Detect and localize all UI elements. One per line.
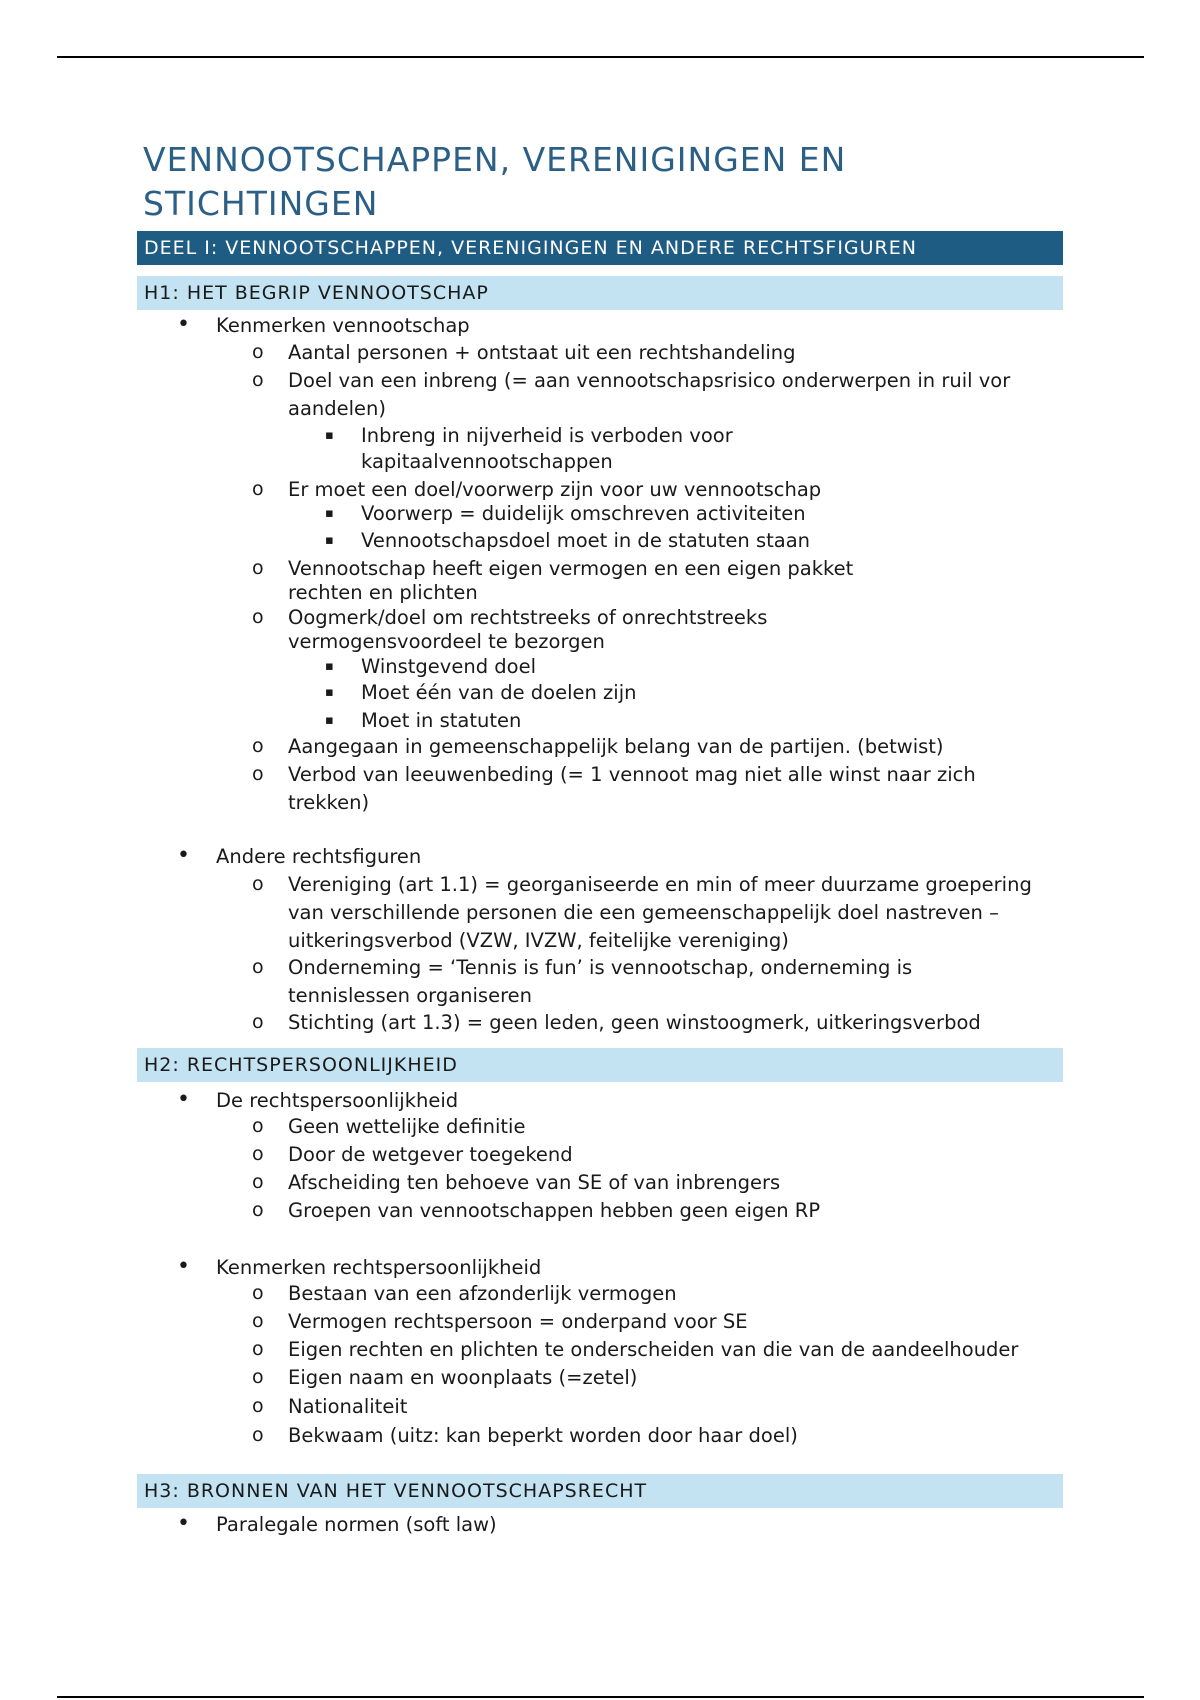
circle-marker: o bbox=[252, 763, 264, 785]
circle-marker: o bbox=[252, 606, 264, 628]
list-item: Er moet een doel/voorwerp zijn voor uw vennootschap bbox=[288, 478, 822, 501]
circle-marker: o bbox=[252, 1282, 264, 1304]
list-item: Inbreng in nijverheid is verboden voor bbox=[361, 424, 733, 447]
list-item: Aantal personen + ontstaat uit een rechtshandeling bbox=[288, 341, 796, 364]
list-item: Bestaan van een afzonderlijk vermogen bbox=[288, 1282, 677, 1305]
circle-marker: o bbox=[252, 1366, 264, 1388]
list-item: Vereniging (art 1.1) = georganiseerde en min of meer duurzame groepering bbox=[288, 873, 1032, 896]
list-item: Kenmerken vennootschap bbox=[216, 314, 470, 337]
list-item: Vennootschapsdoel moet in de statuten staan bbox=[361, 529, 811, 552]
h2-heading: H2: RECHTSPERSOONLIJKHEID bbox=[137, 1048, 1063, 1082]
circle-marker: o bbox=[252, 369, 264, 391]
list-item: Doel van een inbreng (= aan vennootschapsrisico onderwerpen in ruil vor bbox=[288, 369, 1011, 392]
list-item-cont: van verschillende personen die een gemeenschappelijk doel nastreven – bbox=[288, 901, 999, 924]
list-item: Verbod van leeuwenbeding (= 1 vennoot mag niet alle winst naar zich bbox=[288, 763, 976, 786]
list-item: Eigen rechten en plichten te onderscheiden van die van de aandeelhouder bbox=[288, 1338, 1019, 1361]
circle-marker: o bbox=[252, 478, 264, 500]
list-item: Oogmerk/doel om rechtstreeks of onrechtstreeks bbox=[288, 606, 768, 629]
circle-marker: o bbox=[252, 1199, 264, 1221]
circle-marker: o bbox=[252, 1424, 264, 1446]
bullet-marker: • bbox=[177, 312, 190, 337]
list-item: Aangegaan in gemeenschappelijk belang van de partijen. (betwist) bbox=[288, 735, 944, 758]
list-item: Eigen naam en woonplaats (=zetel) bbox=[288, 1366, 638, 1389]
list-item-cont: kapitaalvennootschappen bbox=[361, 450, 613, 473]
circle-marker: o bbox=[252, 1143, 264, 1165]
list-item-cont: trekken) bbox=[288, 791, 370, 814]
circle-marker: o bbox=[252, 1395, 264, 1417]
list-item: Winstgevend doel bbox=[361, 655, 537, 678]
list-item: Stichting (art 1.3) = geen leden, geen winstoogmerk, uitkeringsverbod bbox=[288, 1011, 981, 1034]
list-item: Vennootschap heeft eigen vermogen en een eigen pakket bbox=[288, 557, 854, 580]
square-marker: ▪ bbox=[325, 685, 334, 700]
square-marker: ▪ bbox=[325, 506, 334, 521]
circle-marker: o bbox=[252, 1011, 264, 1033]
list-item: Groepen van vennootschappen hebben geen eigen RP bbox=[288, 1199, 821, 1222]
list-item: Door de wetgever toegekend bbox=[288, 1143, 573, 1166]
list-item: Afscheiding ten behoeve van SE of van inbrengers bbox=[288, 1171, 781, 1194]
bullet-marker: • bbox=[177, 843, 190, 868]
circle-marker: o bbox=[252, 735, 264, 757]
list-item: Moet in statuten bbox=[361, 709, 522, 732]
h1-heading: H1: HET BEGRIP VENNOOTSCHAP bbox=[137, 276, 1063, 310]
list-item-cont: aandelen) bbox=[288, 397, 387, 420]
circle-marker: o bbox=[252, 956, 264, 978]
h3-heading: H3: BRONNEN VAN HET VENNOOTSCHAPSRECHT bbox=[137, 1474, 1063, 1508]
bullet-marker: • bbox=[177, 1254, 190, 1279]
circle-marker: o bbox=[252, 1115, 264, 1137]
list-item: Nationaliteit bbox=[288, 1395, 408, 1418]
list-item-cont: rechten en plichten bbox=[288, 581, 478, 604]
list-item-cont: vermogensvoordeel te bezorgen bbox=[288, 630, 605, 653]
deel-heading: DEEL I: VENNOOTSCHAPPEN, VERENIGINGEN EN ANDERE RECHTSFIGUREN bbox=[137, 231, 1063, 265]
bullet-marker: • bbox=[177, 1087, 190, 1112]
circle-marker: o bbox=[252, 1171, 264, 1193]
circle-marker: o bbox=[252, 1310, 264, 1332]
circle-marker: o bbox=[252, 873, 264, 895]
list-item: Paralegale normen (soft law) bbox=[216, 1513, 497, 1536]
circle-marker: o bbox=[252, 557, 264, 579]
list-item-cont: uitkeringsverbod (VZW, IVZW, feitelijke vereniging) bbox=[288, 929, 789, 952]
list-item: Kenmerken rechtspersoonlijkheid bbox=[216, 1256, 542, 1279]
list-item: Onderneming = ‘Tennis is fun’ is vennootschap, onderneming is bbox=[288, 956, 913, 979]
document-title: VENNOOTSCHAPPEN, VERENIGINGEN EN STICHTINGEN bbox=[143, 140, 847, 223]
footer-rule bbox=[57, 1696, 1144, 1698]
square-marker: ▪ bbox=[325, 428, 334, 443]
square-marker: ▪ bbox=[325, 533, 334, 548]
list-item: Moet één van de doelen zijn bbox=[361, 681, 637, 704]
list-item: Vermogen rechtspersoon = onderpand voor SE bbox=[288, 1310, 748, 1333]
bullet-marker: • bbox=[177, 1511, 190, 1536]
square-marker: ▪ bbox=[325, 659, 334, 674]
list-item-cont: tennislessen organiseren bbox=[288, 984, 533, 1007]
circle-marker: o bbox=[252, 1338, 264, 1360]
square-marker: ▪ bbox=[325, 713, 334, 728]
list-item: De rechtspersoonlijkheid bbox=[216, 1089, 459, 1112]
list-item: Voorwerp = duidelijk omschreven activiteiten bbox=[361, 502, 806, 525]
list-item: Geen wettelijke definitie bbox=[288, 1115, 526, 1138]
list-item: Andere rechtsfiguren bbox=[216, 845, 422, 868]
header-rule bbox=[57, 56, 1144, 58]
circle-marker: o bbox=[252, 341, 264, 363]
list-item: Bekwaam (uitz: kan beperkt worden door haar doel) bbox=[288, 1424, 798, 1447]
